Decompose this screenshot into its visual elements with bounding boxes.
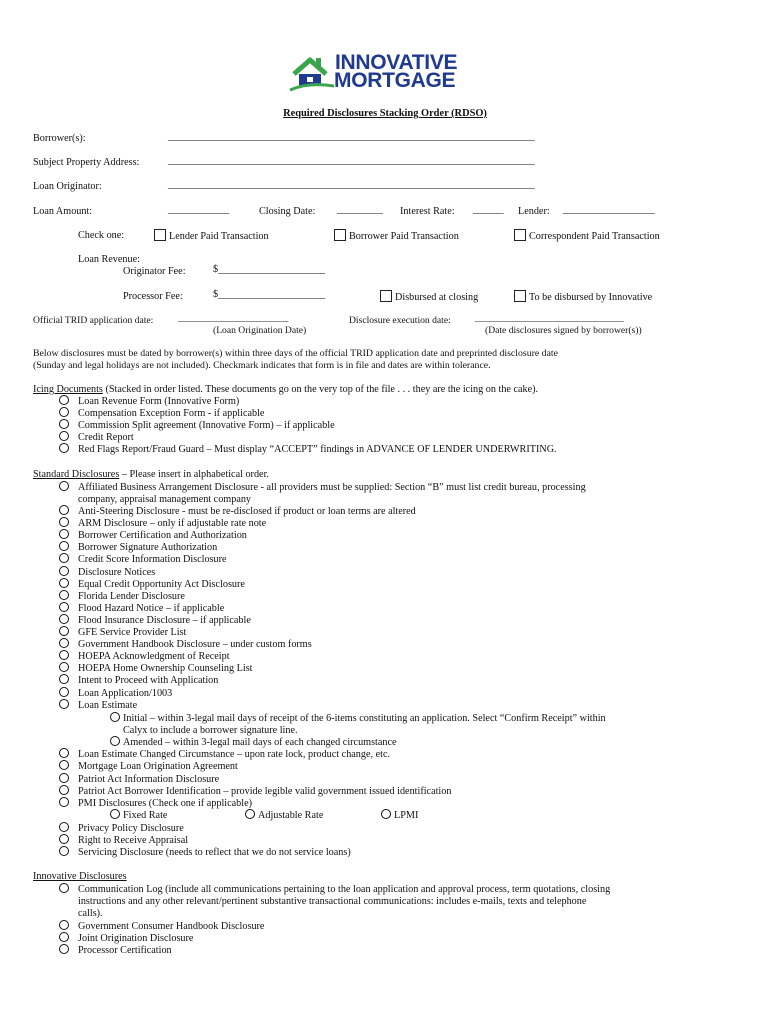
standard-item-radio[interactable] — [59, 602, 69, 612]
amount-field[interactable]: ____________ — [168, 204, 230, 215]
standard-item-radio[interactable] — [59, 505, 69, 515]
standard-item: Government Handbook Disclosure – under custom forms — [78, 639, 312, 650]
loan-revenue-label: Loan Revenue: — [78, 254, 140, 265]
lender-paid-option[interactable] — [154, 229, 269, 242]
icing-item-radio[interactable] — [59, 395, 69, 405]
innovative-item: Processor Certification — [78, 945, 172, 956]
innovative-item-radio[interactable] — [59, 932, 69, 942]
execution-date-field[interactable]: _______________________________ — [475, 313, 624, 324]
company-logo — [288, 50, 488, 96]
icing-heading-note: (Stacked in order listed. These documents go on the very top of the file . . . they are the icing on the cake). — [102, 384, 539, 395]
le-initial-line1: Initial – within 3-legal mail days of receipt of the 6-items constituting an application. Select “Confirm Receipt” within — [123, 713, 606, 724]
standard-item: Patriot Act Information Disclosure — [78, 774, 220, 785]
standard-item-radio[interactable] — [59, 578, 69, 588]
standard-item-radio[interactable] — [59, 846, 69, 856]
trid-date-caption: (Loan Origination Date) — [213, 325, 307, 336]
standard-item: Privacy Policy Disclosure — [78, 823, 184, 834]
standard-item: Credit Score Information Disclosure — [78, 554, 227, 565]
page-title: Required Disclosures Stacking Order (RDSO) — [283, 108, 487, 119]
pmi-lpmi-label: LPMI — [394, 810, 419, 821]
icing-item-radio[interactable] — [59, 431, 69, 441]
standard-item-radio[interactable] — [59, 650, 69, 660]
pmi-lpmi-radio[interactable] — [381, 809, 391, 819]
innovative-item-radio[interactable] — [59, 883, 69, 893]
le-amended-radio[interactable] — [110, 736, 120, 746]
originator-fee-field[interactable]: $_____________________ — [213, 264, 326, 275]
originator-label: Loan Originator: — [33, 181, 102, 192]
innovative-item: Joint Origination Disclosure — [78, 933, 194, 944]
amount-label: Loan Amount: — [33, 206, 93, 217]
pmi-fixed-label: Fixed Rate — [123, 810, 168, 821]
standard-item-radio[interactable] — [59, 553, 69, 563]
innovative-heading: Innovative Disclosures — [33, 871, 127, 882]
execution-date-caption: (Date disclosures signed by borrower(s)) — [485, 325, 642, 336]
innovative-item: Communication Log (include all communications pertaining to the loan application and approval process, term quotations, closing — [78, 884, 611, 895]
standard-item-radio[interactable] — [59, 626, 69, 636]
standard-item-radio[interactable] — [59, 481, 69, 491]
standard-item-radio[interactable] — [59, 785, 69, 795]
correspondent-paid-label: Correspondent Paid Transaction — [529, 231, 660, 242]
standard-item: GFE Service Provider List — [78, 627, 187, 638]
borrower-paid-label: Borrower Paid Transaction — [349, 231, 459, 242]
originator-field[interactable]: ________________________________________________________________________ — [168, 179, 535, 190]
icing-item: Compensation Exception Form - if applicable — [78, 408, 265, 419]
standard-item: HOEPA Home Ownership Counseling List — [78, 663, 253, 674]
standard-item-radio[interactable] — [59, 822, 69, 832]
icing-item: Credit Report — [78, 432, 134, 443]
standard-item-radio[interactable] — [59, 797, 69, 807]
disbursed-innovative-option[interactable] — [514, 290, 652, 303]
standard-item: Affiliated Business Arrangement Disclosure - all providers must be supplied: Section “B” must list credit bureau, processing — [78, 482, 586, 493]
lender-paid-label: Lender Paid Transaction — [169, 231, 269, 242]
borrower-paid-checkbox[interactable] — [334, 229, 346, 241]
disbursed-closing-checkbox[interactable] — [380, 290, 392, 302]
standard-item: ARM Disclosure – only if adjustable rate note — [78, 518, 267, 529]
standard-item: HOEPA Acknowledgment of Receipt — [78, 651, 230, 662]
borrower-paid-option[interactable] — [334, 229, 459, 242]
standard-heading — [33, 469, 269, 480]
standard-item: Patriot Act Borrower Identification – provide legible valid government issued identification — [78, 786, 452, 797]
originator-fee-label: Originator Fee: — [123, 266, 186, 277]
standard-item: Loan Estimate — [78, 700, 138, 711]
interest-rate-field[interactable]: ______ — [473, 204, 504, 215]
standard-item: Mortgage Loan Origination Agreement — [78, 761, 238, 772]
innovative-item: Government Consumer Handbook Disclosure — [78, 921, 265, 932]
standard-item-radio[interactable] — [59, 760, 69, 770]
standard-item-radio[interactable] — [59, 834, 69, 844]
standard-item-radio[interactable] — [59, 566, 69, 576]
disbursed-closing-option[interactable] — [380, 290, 478, 303]
icing-heading — [33, 384, 538, 395]
standard-heading-note: – Please insert in alphabetical order. — [119, 469, 269, 480]
pmi-adjustable-label: Adjustable Rate — [258, 810, 324, 821]
logo-line1: INNOVATIVE — [335, 51, 458, 74]
standard-item: Equal Credit Opportunity Act Disclosure — [78, 579, 245, 590]
standard-item-radio[interactable] — [59, 662, 69, 672]
property-field[interactable]: ________________________________________________________________________ — [168, 155, 535, 166]
icing-item-radio[interactable] — [59, 443, 69, 453]
trid-date-label: Official TRID application date: — [33, 315, 154, 326]
trid-date-field[interactable]: _______________________ — [178, 313, 289, 324]
closing-date-label: Closing Date: — [259, 206, 316, 217]
standard-item: Florida Lender Disclosure — [78, 591, 185, 602]
le-initial-line2: Calyx to include a borrower signature line. — [123, 725, 298, 736]
innovative-item-radio[interactable] — [59, 920, 69, 930]
standard-item: Loan Application/1003 — [78, 688, 173, 699]
closing-date-field[interactable]: _________ — [337, 204, 383, 215]
standard-item: Borrower Certification and Authorization — [78, 530, 247, 541]
innovative-item-cont: instructions and any other relevant/pertinent substantive transactional communications: includes e-mails, texts and telephone — [78, 896, 587, 907]
standard-item-radio[interactable] — [59, 699, 69, 709]
processor-fee-label: Processor Fee: — [123, 291, 183, 302]
property-label: Subject Property Address: — [33, 157, 140, 168]
icing-item: Loan Revenue Form (Innovative Form) — [78, 396, 240, 407]
standard-item: Disclosure Notices — [78, 567, 156, 578]
disbursed-innovative-checkbox[interactable] — [514, 290, 526, 302]
intro-line1: Below disclosures must be dated by borrower(s) within three days of the official TRID application date and preprinted disclosure date — [33, 348, 558, 359]
standard-item: Borrower Signature Authorization — [78, 542, 218, 553]
standard-item-cont: company, appraisal management company — [78, 494, 252, 505]
standard-item-radio[interactable] — [59, 773, 69, 783]
standard-item-radio[interactable] — [59, 674, 69, 684]
execution-date-label: Disclosure execution date: — [349, 315, 451, 326]
icing-item-radio[interactable] — [59, 407, 69, 417]
standard-item: Servicing Disclosure (needs to reflect that we do not service loans) — [78, 847, 351, 858]
standard-heading-title: Standard Disclosures — [33, 469, 120, 480]
icing-heading-title: Icing Documents — [33, 384, 103, 395]
le-initial-radio[interactable] — [110, 712, 120, 722]
standard-item: Anti-Steering Disclosure - must be re-disclosed if product or loan terms are altered — [78, 506, 416, 517]
lender-field[interactable]: __________________ — [563, 204, 655, 215]
borrowers-label: Borrower(s): — [33, 133, 86, 144]
icing-item: Red Flags Report/Fraud Guard – Must display “ACCEPT” findings in ADVANCE OF LENDER UNDERWRITING. — [78, 444, 557, 455]
innovative-item-radio[interactable] — [59, 944, 69, 954]
logo-line2: MORTGAGE — [334, 69, 456, 92]
le-amended-label: Amended – within 3-legal mail days of each changed circumstance — [123, 737, 397, 748]
standard-item-radio[interactable] — [59, 687, 69, 697]
standard-item: PMI Disclosures (Check one if applicable) — [78, 798, 252, 809]
innovative-item-cont: calls). — [78, 908, 103, 919]
house-icon — [288, 52, 336, 94]
standard-item-radio[interactable] — [59, 541, 69, 551]
interest-rate-label: Interest Rate: — [400, 206, 455, 217]
standard-item-radio[interactable] — [59, 517, 69, 527]
disbursed-closing-label: Disbursed at closing — [395, 292, 479, 303]
lender-paid-checkbox[interactable] — [154, 229, 166, 241]
intro-line2: (Sunday and legal holidays are not included). Checkmark indicates that form is in file and dates are within tolerance. — [33, 360, 491, 371]
correspondent-paid-option[interactable] — [514, 229, 660, 242]
standard-item-radio[interactable] — [59, 638, 69, 648]
check-one-label: Check one: — [78, 230, 125, 241]
icing-item-radio[interactable] — [59, 419, 69, 429]
icing-item: Commission Split agreement (Innovative Form) – if applicable — [78, 420, 335, 431]
standard-item-radio[interactable] — [59, 614, 69, 624]
borrowers-field[interactable]: ________________________________________________________________________ — [168, 131, 535, 142]
lender-label: Lender: — [518, 206, 550, 217]
correspondent-paid-checkbox[interactable] — [514, 229, 526, 241]
standard-item: Flood Hazard Notice – if applicable — [78, 603, 225, 614]
pmi-fixed-radio[interactable] — [110, 809, 120, 819]
standard-item-radio[interactable] — [59, 590, 69, 600]
disbursed-innovative-label: To be disbursed by Innovative — [529, 292, 653, 303]
standard-item: Right to Receive Appraisal — [78, 835, 189, 846]
standard-item: Flood Insurance Disclosure – if applicable — [78, 615, 251, 626]
standard-item-radio[interactable] — [59, 748, 69, 758]
processor-fee-field[interactable]: $_____________________ — [213, 289, 326, 300]
standard-item: Loan Estimate Changed Circumstance – upon rate lock, product change, etc. — [78, 749, 391, 760]
standard-item-radio[interactable] — [59, 529, 69, 539]
standard-item: Intent to Proceed with Application — [78, 675, 219, 686]
pmi-adjustable-radio[interactable] — [245, 809, 255, 819]
